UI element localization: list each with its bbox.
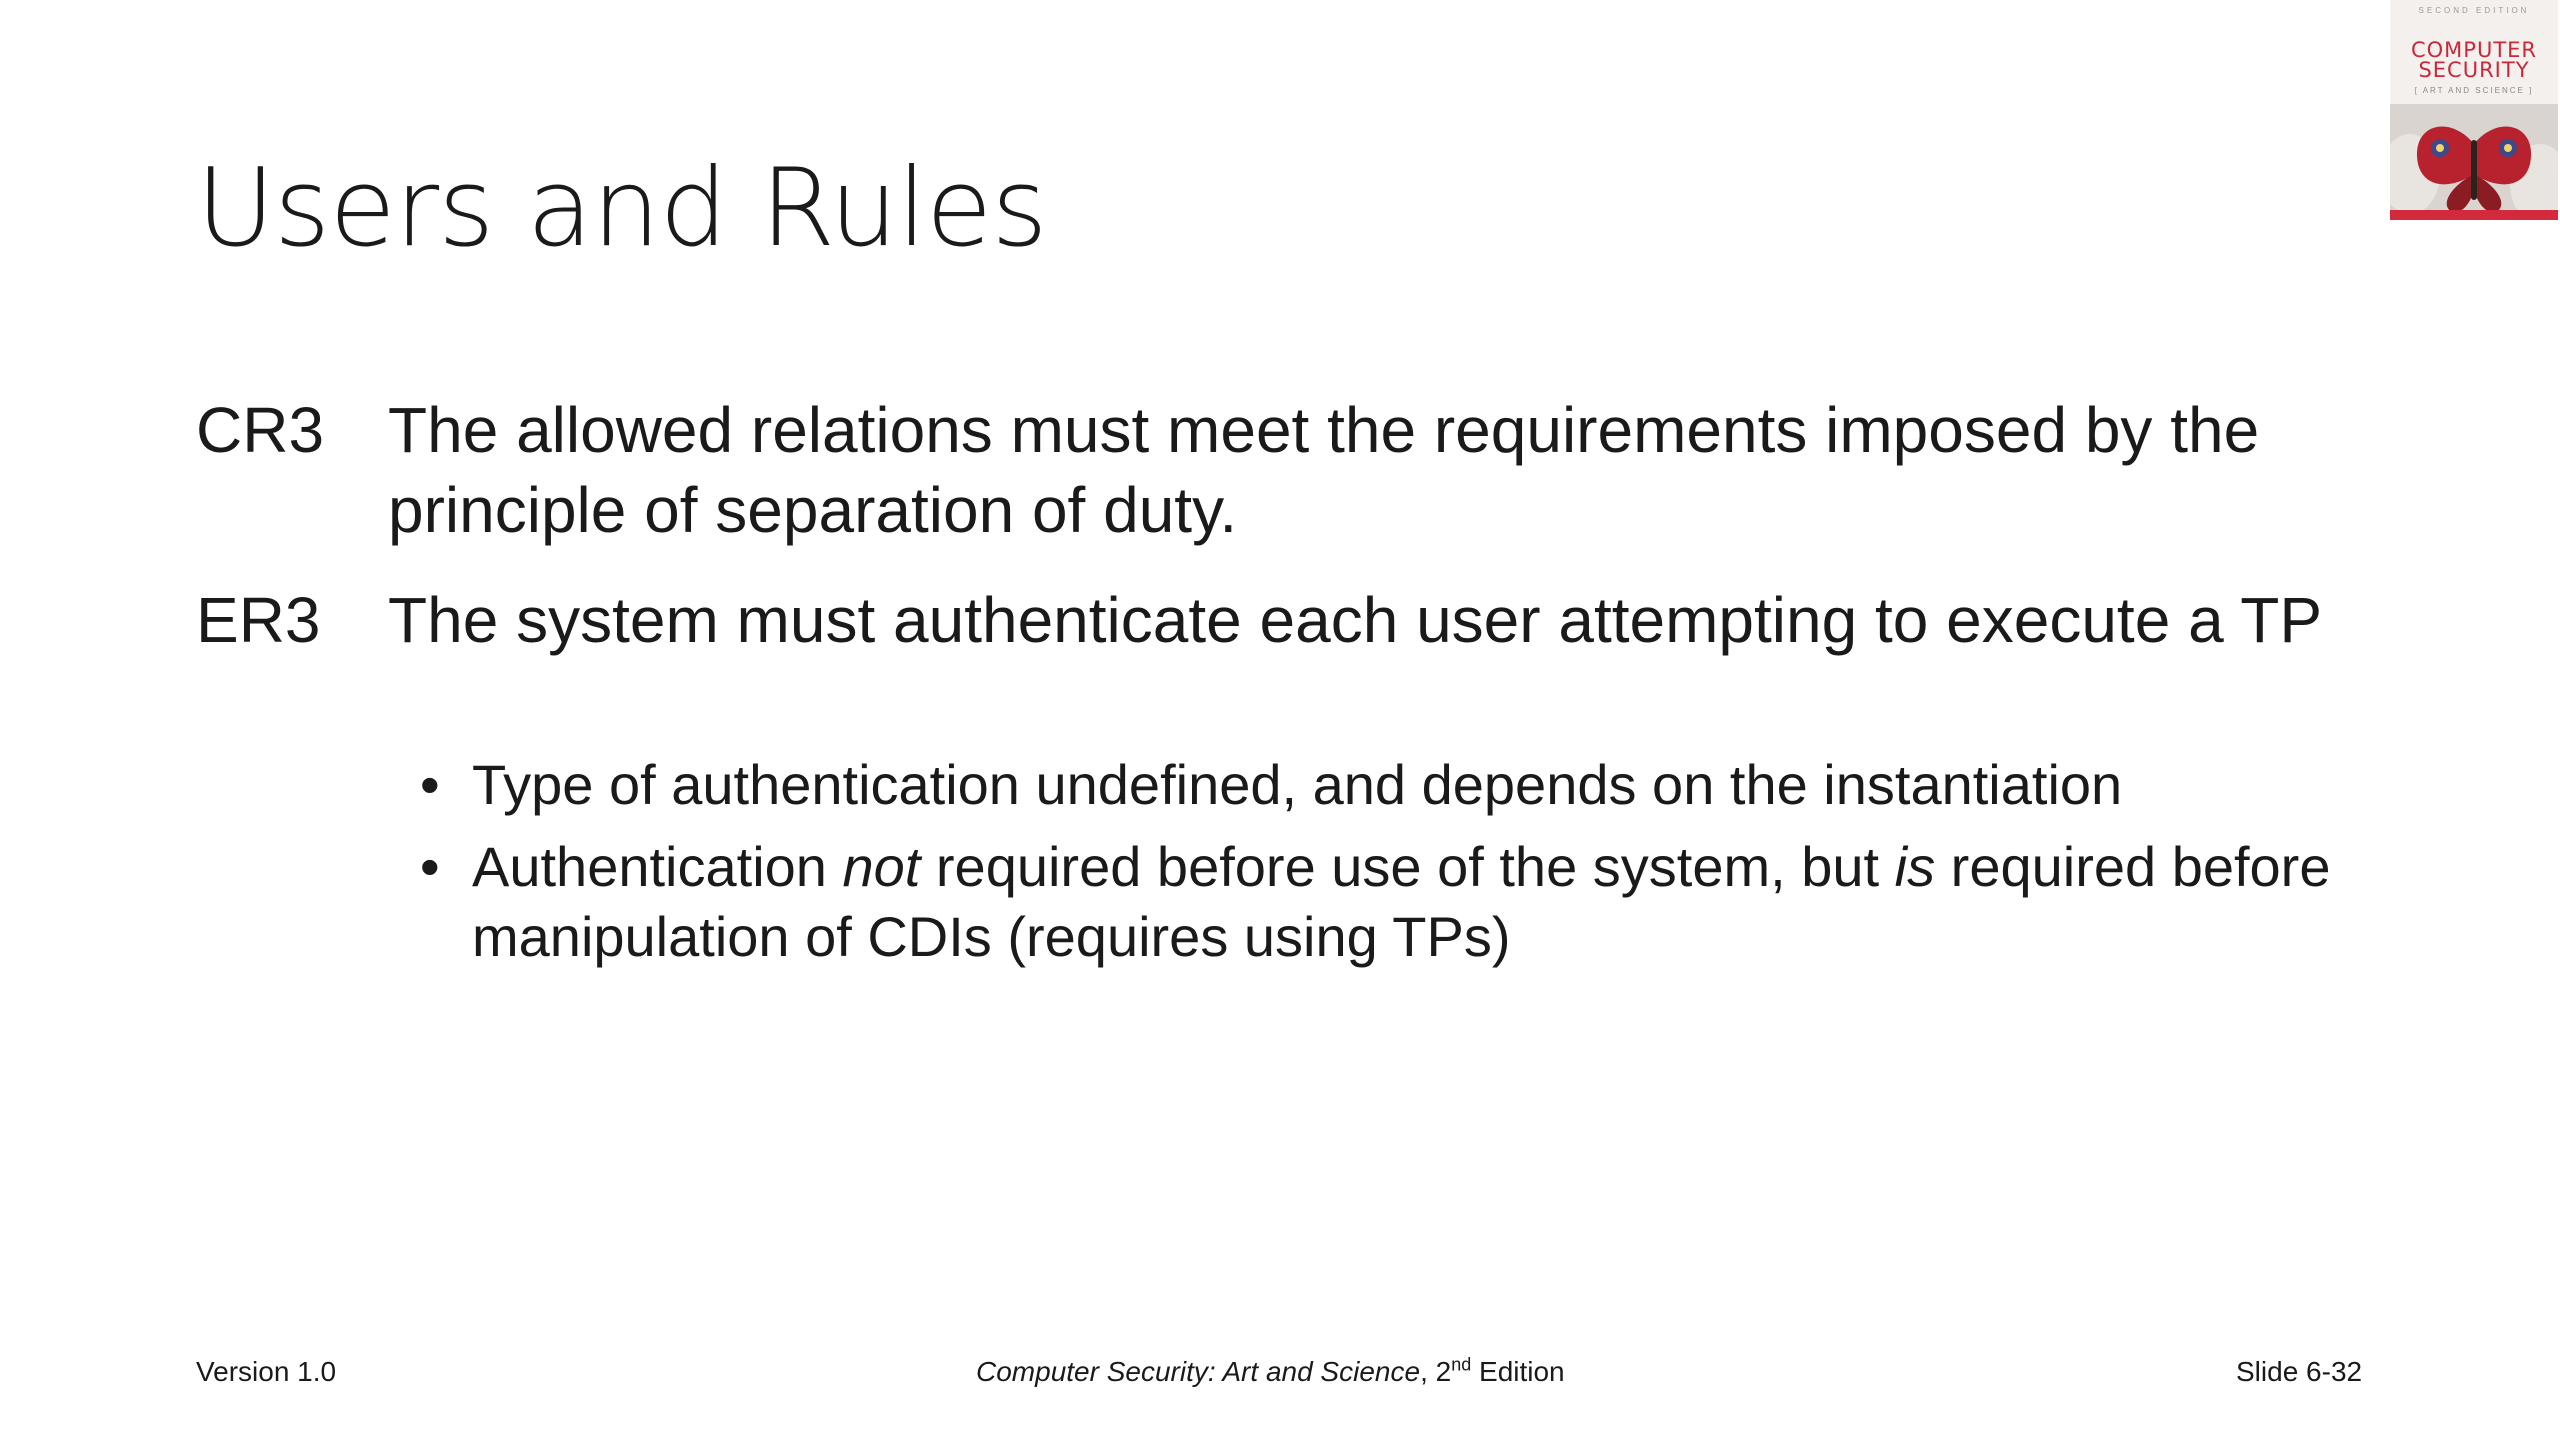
bullet-list: [420, 750, 2380, 984]
rule-label: CR3: [196, 394, 325, 466]
bullet-text-part: Authentication: [472, 835, 843, 898]
slide-title: Users and Rules: [196, 146, 1047, 271]
bullet-text-part: required before use of the system, but: [920, 835, 1895, 898]
footer-book-citation: [976, 1355, 1565, 1389]
cover-band: [2390, 210, 2558, 220]
bullet-text: Type of authentication undefined, and depends on the instantiation: [472, 753, 2123, 816]
cover-title-line: COMPUTER: [2410, 38, 2538, 62]
cover-title-line: SECURITY: [2418, 58, 2530, 82]
footer-edition-suffix: nd: [1451, 1354, 1472, 1375]
rule-text: The system must authenticate each user attempting to execute a TP: [388, 584, 2323, 656]
cover-edition: SECOND EDITION: [2418, 6, 2530, 15]
footer-book-title: Computer Security: Art and Science: [976, 1356, 1421, 1387]
footer-edition-number: , 2: [1420, 1356, 1452, 1387]
cover-subtitle: [ ART AND SCIENCE ]: [2414, 86, 2534, 95]
butterfly-icon: [2390, 104, 2558, 214]
book-cover-image: [2390, 0, 2558, 220]
cover-title: [2390, 40, 2558, 80]
bullet-item: [420, 750, 2380, 820]
bullet-text-part: required before manipulation of CDIs (requires using TPs): [472, 835, 2331, 968]
footer-slide-number: Slide 6-32: [2236, 1356, 2363, 1387]
bullet-text: [472, 835, 2330, 968]
footer-version: Version 1.0: [196, 1356, 337, 1387]
rule-text: The allowed relations must meet the requirements imposed by the principle of separation of duty.: [388, 394, 2260, 546]
footer-edition-label: Edition: [1471, 1356, 1565, 1387]
bullet-icon: •: [420, 753, 440, 816]
bullet-icon: •: [420, 835, 440, 898]
bullet-emphasis: not: [842, 835, 921, 898]
rule-label: ER3: [196, 584, 321, 656]
bullet-item: [420, 832, 2380, 972]
rule-cr3: [196, 390, 2376, 550]
rule-er3: [196, 580, 2376, 660]
bullet-emphasis: is: [1894, 835, 1936, 898]
